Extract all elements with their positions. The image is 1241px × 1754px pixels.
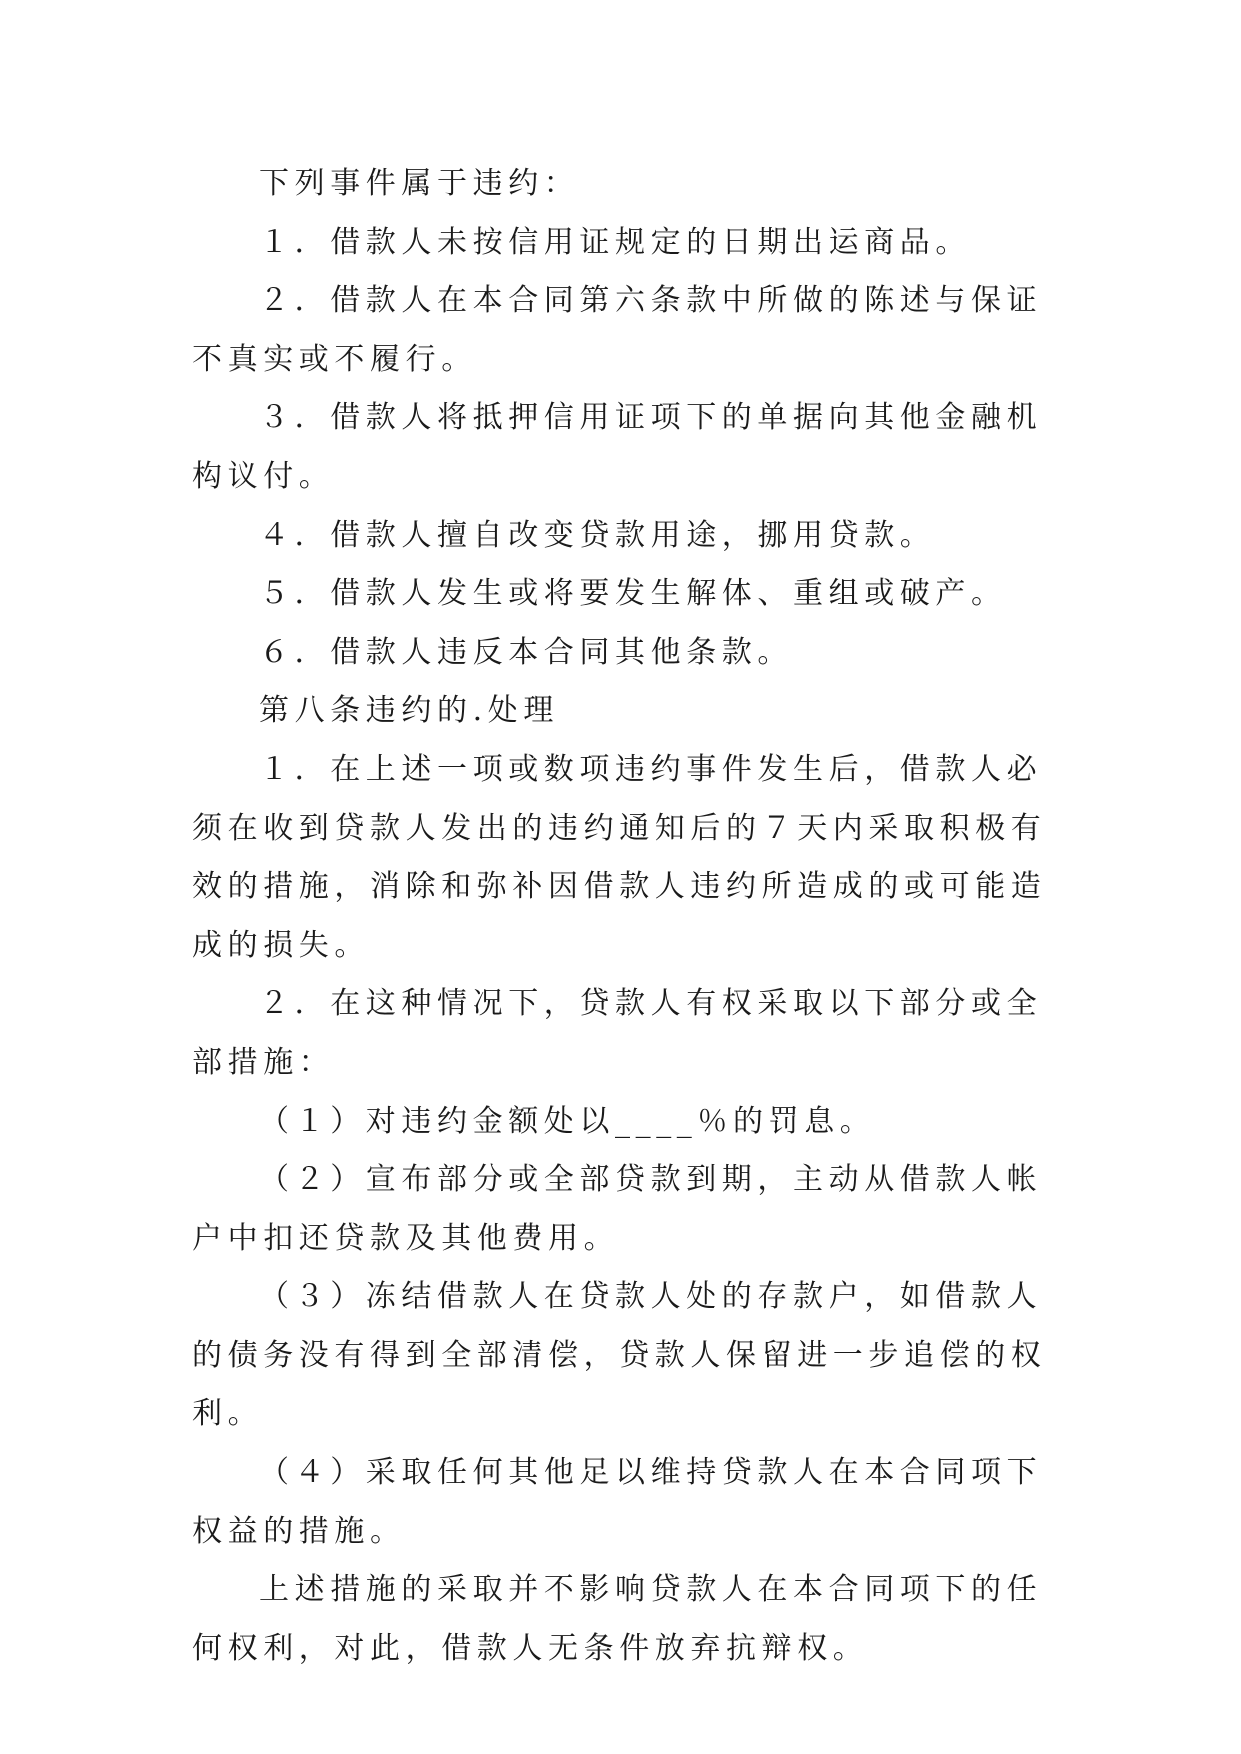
paragraph-closing: 上述措施的采取并不影响贷款人在本合同项下的任何权利，对此，借款人无条件放弃抗辩权。	[192, 1572, 1043, 1666]
paragraph-measure-1: （１）对违约金额处以____％的罚息。	[259, 1103, 876, 1139]
paragraph-default-item-4: ４．借款人擅自改变贷款用途，挪用贷款。	[259, 517, 936, 553]
paragraph-measure-3: （３）冻结借款人在贷款人处的存款户，如借款人的债务没有得到全部清偿，贷款人保留进一步追偿的权利。	[192, 1279, 1047, 1432]
paragraph-default-item-3: ３．借款人将抵押信用证项下的单据向其他金融机构议付。	[192, 400, 1043, 494]
paragraph-default-item-5: ５．借款人发生或将要发生解体、重组或破产。	[259, 576, 1007, 612]
paragraph-default-item-1: １．借款人未按信用证规定的日期出运商品。	[259, 224, 971, 260]
document-page	[192, 155, 1052, 1678]
paragraph-measure-2: （２）宣布部分或全部贷款到期，主动从借款人帐户中扣还贷款及其他费用。	[192, 1162, 1043, 1256]
paragraph-measure-4: （４）采取任何其他足以维持贷款人在本合同项下权益的措施。	[192, 1455, 1043, 1549]
paragraph-default-item-6: ６．借款人违反本合同其他条款。	[259, 634, 793, 670]
paragraph-default-events-intro: 下列事件属于违约：	[259, 166, 580, 201]
paragraph-default-item-2: ２．借款人在本合同第六条款中所做的陈述与保证不真实或不履行。	[192, 283, 1043, 377]
section-heading-article-8: 第八条违约的.处理	[259, 693, 559, 729]
paragraph-remedy-item-1: １．在上述一项或数项违约事件发生后，借款人必须在收到贷款人发出的违约通知后的７天内采取积极有效的措施，消除和弥补因借款人违约所造成的或可能造成的损失。	[192, 751, 1047, 963]
paragraph-remedy-item-2: ２．在这种情况下，贷款人有权采取以下部分或全部措施：	[192, 986, 1043, 1080]
